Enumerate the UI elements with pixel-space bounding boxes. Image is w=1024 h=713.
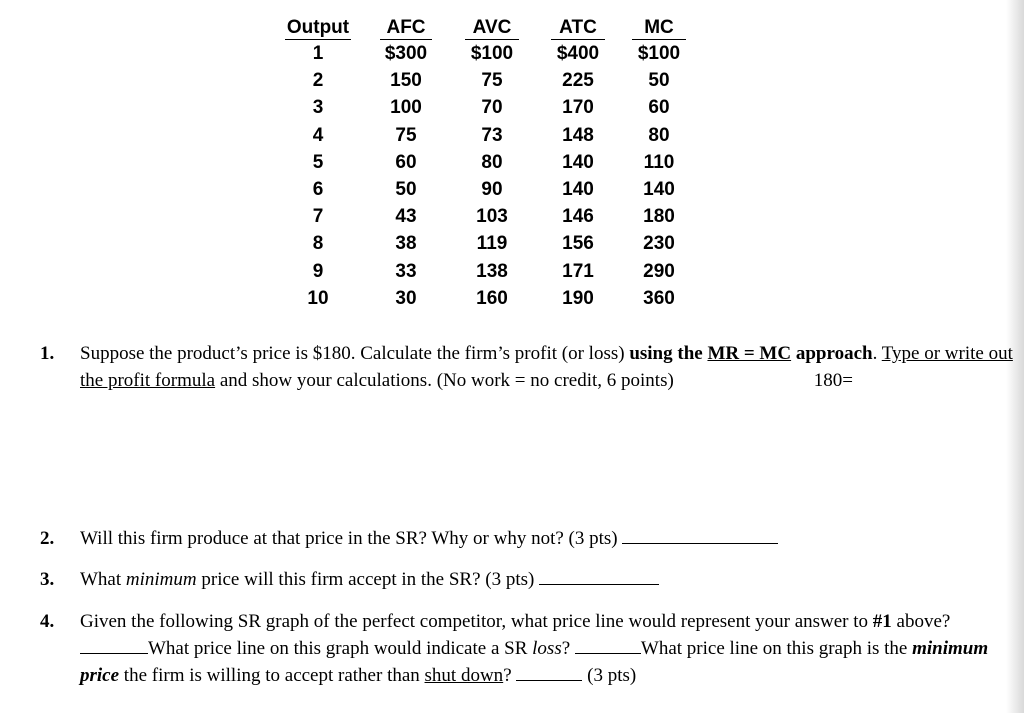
table-row bbox=[272, 40, 698, 67]
cell-afc: 50 bbox=[395, 179, 417, 201]
table-row bbox=[272, 203, 698, 230]
table-row bbox=[272, 94, 698, 121]
cell-output: 1 bbox=[312, 43, 324, 64]
cell-afc: 75 bbox=[395, 124, 417, 146]
question-2: 2. Will this firm produce at that price in the SR? Why or why not? (3 pts) bbox=[40, 525, 1015, 552]
answer-blank[interactable] bbox=[622, 525, 778, 544]
cell-afc: 100 bbox=[390, 97, 422, 119]
table-row bbox=[272, 230, 698, 257]
cell-mc: $100 bbox=[637, 43, 681, 64]
cell-mc: 230 bbox=[643, 233, 675, 255]
cell-afc: $300 bbox=[384, 43, 428, 64]
cell-afc: 43 bbox=[395, 206, 417, 228]
answer-blank[interactable] bbox=[539, 566, 659, 585]
question-number: 4. bbox=[40, 611, 55, 632]
cell-atc: 225 bbox=[562, 70, 594, 92]
question-number: 2. bbox=[40, 528, 55, 549]
header-afc: AFC bbox=[380, 17, 431, 40]
cell-output: 10 bbox=[307, 287, 329, 309]
cell-atc: 156 bbox=[562, 233, 594, 255]
cell-afc: 33 bbox=[395, 260, 417, 282]
answer-blank[interactable] bbox=[516, 662, 582, 681]
cell-avc: 73 bbox=[481, 124, 503, 146]
cell-avc: 70 bbox=[481, 97, 503, 119]
cell-avc: 138 bbox=[476, 260, 508, 282]
header-avc: AVC bbox=[465, 17, 520, 40]
cell-mc: 140 bbox=[643, 179, 675, 201]
cell-avc: 103 bbox=[476, 206, 508, 228]
table-row bbox=[272, 149, 698, 176]
cell-avc: $100 bbox=[470, 43, 514, 64]
cell-avc: 119 bbox=[476, 233, 508, 255]
table-body bbox=[272, 40, 698, 312]
cell-output: 4 bbox=[312, 124, 324, 146]
cell-mc: 80 bbox=[648, 124, 670, 146]
question-number: 1. bbox=[40, 343, 55, 364]
cell-avc: 160 bbox=[476, 287, 508, 309]
cell-afc: 60 bbox=[395, 151, 417, 173]
cell-avc: 90 bbox=[481, 179, 503, 201]
cell-output: 6 bbox=[312, 179, 324, 201]
cell-output: 3 bbox=[312, 97, 324, 119]
header-atc: ATC bbox=[551, 17, 605, 40]
cell-afc: 38 bbox=[395, 233, 417, 255]
cell-mc: 290 bbox=[643, 260, 675, 282]
cell-output: 9 bbox=[312, 260, 324, 282]
question-1: 1. Suppose the product’s price is $180. Calculate the firm’s profit (or loss) using the MR = MC approach. Type or write out the profit formula and show your calculations. (No work = no credit, 6 points) 180= bbox=[40, 340, 1015, 394]
cell-atc: 190 bbox=[562, 287, 594, 309]
answer-text: 180= bbox=[813, 370, 854, 391]
cell-output: 8 bbox=[312, 233, 324, 255]
question-4: 4. Given the following SR graph of the perfect competitor, what price line would represent your answer to #1 above? What price line on this graph would indicate a SR loss? What price line on this graph is the minimum price the firm is willing to accept rather than shut down? (3 pts) bbox=[40, 608, 1015, 689]
header-mc: MC bbox=[632, 17, 686, 40]
cell-mc: 360 bbox=[643, 287, 675, 309]
cell-atc: 140 bbox=[562, 151, 594, 173]
table-row bbox=[272, 258, 698, 285]
cell-mc: 60 bbox=[648, 97, 670, 119]
table-row bbox=[272, 122, 698, 149]
cell-atc: 146 bbox=[562, 206, 594, 228]
cell-atc: $400 bbox=[556, 43, 600, 64]
question-3: 3. What minimum price will this firm accept in the SR? (3 pts) bbox=[40, 566, 1015, 593]
table-row bbox=[272, 285, 698, 312]
cell-output: 2 bbox=[312, 70, 324, 92]
cell-atc: 170 bbox=[562, 97, 594, 119]
cell-atc: 171 bbox=[562, 260, 594, 282]
answer-blank[interactable] bbox=[80, 635, 148, 654]
cell-output: 5 bbox=[312, 151, 324, 173]
table-row bbox=[272, 176, 698, 203]
answer-blank[interactable] bbox=[575, 635, 641, 654]
table-row bbox=[272, 67, 698, 94]
cell-avc: 80 bbox=[481, 151, 503, 173]
table-header-row bbox=[272, 14, 698, 40]
cell-atc: 140 bbox=[562, 179, 594, 201]
cell-avc: 75 bbox=[481, 70, 503, 92]
header-output: Output bbox=[286, 17, 350, 38]
cell-afc: 30 bbox=[395, 287, 417, 309]
cost-table bbox=[272, 14, 698, 312]
cell-afc: 150 bbox=[390, 70, 422, 92]
cell-mc: 110 bbox=[643, 151, 675, 173]
cell-mc: 50 bbox=[648, 70, 670, 92]
question-number: 3. bbox=[40, 569, 55, 590]
cell-atc: 148 bbox=[562, 124, 594, 146]
cell-mc: 180 bbox=[643, 206, 675, 228]
cell-output: 7 bbox=[312, 206, 324, 228]
